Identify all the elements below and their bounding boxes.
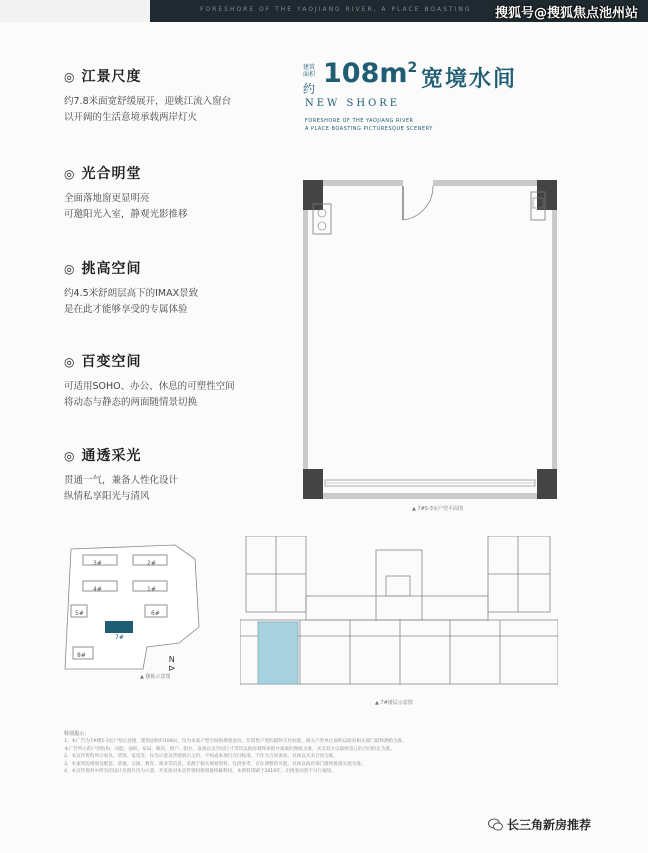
feature-line: 全面落地窗更显明亮 (64, 193, 150, 204)
notes-line: 4、本宣传资料中所有的设计及图片仅为示意，开发商对本宣传资料保留最终解释权，本资料印刷于2019年，出现变动恕不另行通知。 (64, 769, 336, 775)
building-label: 8# (77, 652, 86, 659)
unit-area (323, 58, 417, 89)
building-label: 4# (93, 586, 102, 593)
disclaimer-notes (64, 730, 562, 776)
feature-title: 光合明堂 (81, 166, 142, 182)
feature-line: 可适用SOHO、办公、休息的可塑性空间 (64, 381, 235, 392)
banner-light-strip (0, 0, 150, 22)
feature-title: 挑高空间 (81, 261, 142, 277)
building-label: 2# (147, 560, 156, 567)
north-label: N (168, 655, 175, 664)
feature-line: 约7.8米面宽舒缓展开，迎姚江流入窗台 (64, 96, 232, 107)
building-label: 6# (151, 610, 160, 617)
floor-caption: ▲ 7#楼层示意图 (375, 700, 413, 706)
highlighted-building-7 (105, 621, 133, 633)
plan-caption: ▲ 7#5-3室户型平面图 (412, 506, 463, 512)
plan-walls (303, 180, 557, 499)
top-banner (0, 0, 648, 22)
feature-line: 可邀阳光入室，静观光影推移 (64, 209, 188, 220)
banner-tagline: FORESHORE OF THE YAOJIANG RIVER, A PLACE BOASTING (200, 6, 472, 13)
feature-line: 以开阔的生活意境承载两岸灯火 (64, 112, 198, 123)
feature-daylight (64, 445, 284, 505)
unit-title-cn: 宽境水间 (421, 67, 518, 92)
building-label: 7# (115, 634, 124, 641)
feature-line: 将动态与静态的两面随情景切换 (64, 397, 198, 408)
approx-label: 约 (303, 82, 316, 96)
feature-line: 纵情私享阳光与清风 (64, 491, 150, 502)
circle-bullet-icon: ◎ (64, 70, 76, 84)
feature-bright-hall (64, 163, 284, 223)
plan-cabinets (313, 192, 545, 234)
unit-floor-plan (303, 180, 557, 499)
north-arrow-icon: N ⊳ (168, 655, 176, 674)
unit-title-en: NEW SHORE (305, 98, 401, 109)
circle-bullet-icon: ◎ (64, 167, 76, 181)
wechat-icon (488, 818, 503, 831)
notes-line: 本广告所示的户型结构、功能、面积、布局、朝向、窗户、阳台、设备以及空间尺寸等均以政府最终审批并备案的图纸为准，买卖双方以最终签订的合同约定为准。 (64, 746, 395, 752)
site-map (63, 543, 201, 671)
sitemap-caption: ▲ 楼栋示意图 (140, 674, 171, 680)
feature-title: 通透采光 (81, 448, 142, 464)
area-superscript: 2 (407, 60, 418, 76)
building-label: 5# (75, 610, 84, 617)
footer-text: 长三角新房推荐 (507, 818, 592, 832)
circle-bullet-icon: ◎ (64, 355, 76, 369)
watermark-text: 搜狐号@搜狐焦点池州站 (494, 6, 638, 21)
highlighted-unit (258, 622, 298, 684)
building-label: 3# (93, 560, 102, 567)
circle-bullet-icon: ◎ (64, 262, 76, 276)
subtitle-line: FORESHORE OF THE YAOJIANG RIVER (305, 118, 414, 124)
unit-subtitle-en (305, 117, 433, 133)
building-floor-plan (240, 536, 558, 688)
area-value: 108m (323, 58, 408, 89)
feature-river-scale (64, 66, 284, 126)
feature-line: 约4.5米舒朗层高下的IMAX景致 (64, 288, 199, 299)
subtitle-line: A PLACE BOASTING PICTURESQUE SCENERY (305, 126, 433, 132)
footer-brand (488, 816, 591, 833)
notes-line: 1、本广告为7#楼5-3室户型示意图，建筑面积约108㎡，仅为本案户型空间的规划意向，非销售户型的最终交付标准，相关户型单位面积以政府相关部门最终测绘为准。 (64, 739, 407, 744)
notes-line: 2、本宣传资料所示家具、装饰、家电等，仅为示意及营销展示之用，不构成本项目交付标准，不作为合同条款，具体以买卖合同为准。 (64, 754, 338, 760)
area-label: 建筑面积 (303, 64, 316, 78)
building-label: 1# (147, 586, 156, 593)
plan-door (403, 180, 433, 220)
feature-high-ceiling (64, 258, 284, 318)
feature-line: 贯通一气，兼备人性化设计 (64, 475, 179, 486)
feature-title: 百变空间 (81, 354, 142, 370)
notes-title: 特别提示： (64, 731, 90, 737)
feature-title: 江景尺度 (81, 69, 142, 85)
circle-bullet-icon: ◎ (64, 449, 76, 463)
feature-flexible-space (64, 351, 284, 411)
notes-line: 3、本案周边规划及配套、景观、交通、教育、商业等信息，来源于相关规划资料，仅供参考，存在调整的可能，具体以政府部门最终批准实施为准。 (64, 761, 366, 767)
feature-line: 是在此才能够享受的专属体验 (64, 304, 188, 315)
